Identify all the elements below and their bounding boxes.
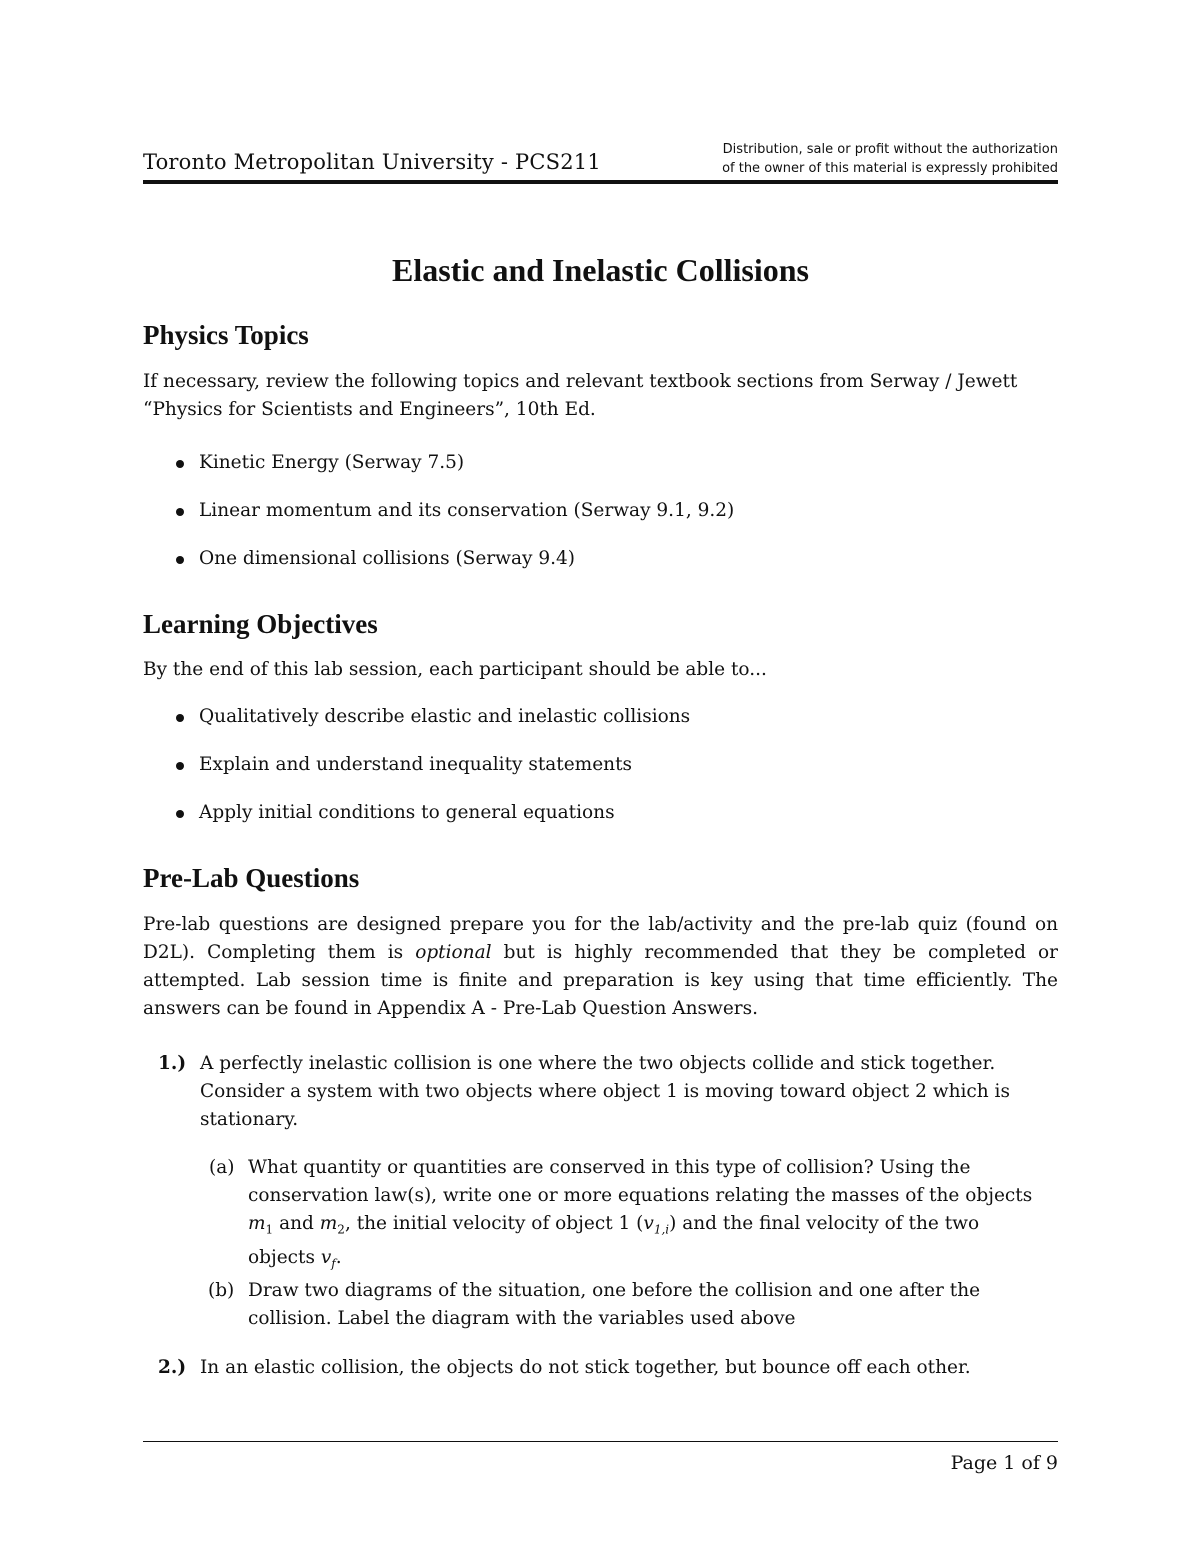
document-page: Toronto Metropolitan University - PCS211 Distribution, sale or profit without the authorization of the owner of this material is expressly prohibited Elastic and Inelastic Collisions Physics Topics If necessary, review the following topics and relevant textbook sections from Serway / Jewett “Physics for Scientists and Engineers”, 10th Ed. Kinetic Energy (Serway 7.5) Linear momentum and its conservation (Serway 9.1, 9.2) One dimensional collisions (Serway 9.4) Learning Objectives By the end of this lab session, each participant should be able to... Qualitatively describe elastic and inelastic collisions Explain and understand inequality statements Apply initial conditions to general equations Pre-Lab Questions Pre-lab questions are designed prepare you for the lab/activity and the pre-lab quiz (found on D2L). Completing them is optional but is highly recommended that they be completed or attempted. Lab session time is finite and preparation is key using that time efficiently. The answers can be found in Appendix A - Pre-Lab Question Answers. 1.) A perfectly inelastic collision is one where the two objects collide and stick together. Consider a system with two objects where object 1 is moving toward object 2 which is stationary. (a) What quantity or quantities are conserved in this type of collision? Using the conservation law(s), write one or more equations relating the masses of the objects $m_1$ and $m_2$, the initial velocity of object 1 $(v_{1,i})$ and the final velocity of the two objects $v_f$. (b) Draw two diagrams of the situation, one before the collision and one after the collision. Label the diagram with the variables used above 2.) In an elastic collision, the objects do not stick together, but bounce off each other. Page 1 of 9 [143, 142, 1058, 1474]
question-1b-label: (b) [208, 1280, 235, 1301]
header-notice [722, 140, 1058, 178]
question-1a-text: What quantity or quantities are conserved in this type of collision? Using the conservation law(s), write one or more equations relating the masses of the objects $m_1$ and $m_2$, the initial velocity of object 1 $(v_{1,i})$ and the final velocity of the two objects $v_f$. [248, 1157, 1033, 1271]
prelab-heading: Pre-Lab Questions [143, 863, 360, 893]
bullet-icon [176, 556, 184, 564]
prelab-intro: Pre-lab questions are designed prepare you for the lab/activity and the pre-lab quiz (found on D2L). Completing them is optional but is highly recommended that they be completed or attempted. Lab session time is finite and preparation is key using that time efficiently. The answers can be found in Appendix A - Pre-Lab Question Answers. [143, 914, 1058, 1019]
emphasis-optional: optional [415, 942, 492, 963]
header-divider [143, 180, 1058, 184]
question-2-text: In an elastic collision, the objects do not stick together, but bounce off each other. [200, 1357, 971, 1378]
bullet-icon [176, 714, 184, 722]
physics-topics-intro-line2: “Physics for Scientists and Engineers”, 10th Ed. [143, 399, 596, 420]
question-1b-text: Draw two diagrams of the situation, one before the collision and one after the collision. Label the diagram with the variables used above [248, 1280, 981, 1329]
question-1a-label: (a) [209, 1157, 235, 1178]
question-2-number: 2.) [158, 1357, 187, 1378]
footer-divider [143, 1441, 1058, 1442]
bullet-icon [176, 460, 184, 468]
header-notice-line1: Distribution, sale or profit without the authorization [722, 142, 1058, 157]
physics-topics-intro [143, 368, 1058, 424]
question-1-text: A perfectly inelastic collision is one where the two objects collide and stick together. Consider a system with two objects where object 1 is moving toward object 2 which is stationary. [200, 1053, 1010, 1130]
bullet-icon [176, 508, 184, 516]
document-title: Elastic and Inelastic Collisions [392, 252, 809, 288]
bullet-icon [176, 810, 184, 818]
physics-topics-heading: Physics Topics [143, 320, 309, 350]
header-course: Toronto Metropolitan University - PCS211 [143, 150, 601, 174]
bullet-icon [176, 762, 184, 770]
question-1-number: 1.) [158, 1053, 187, 1074]
learning-objectives-intro: By the end of this lab session, each participant should be able to... [143, 659, 767, 680]
learning-objectives-heading: Learning Objectives [143, 609, 378, 639]
header-notice-line2: of the owner of this material is expressly prohibited [722, 161, 1058, 176]
page-number: Page 1 of 9 [950, 1452, 1058, 1474]
physics-topics-intro-line1: If necessary, review the following topics and relevant textbook sections from Serway / Jewett [143, 371, 1018, 392]
